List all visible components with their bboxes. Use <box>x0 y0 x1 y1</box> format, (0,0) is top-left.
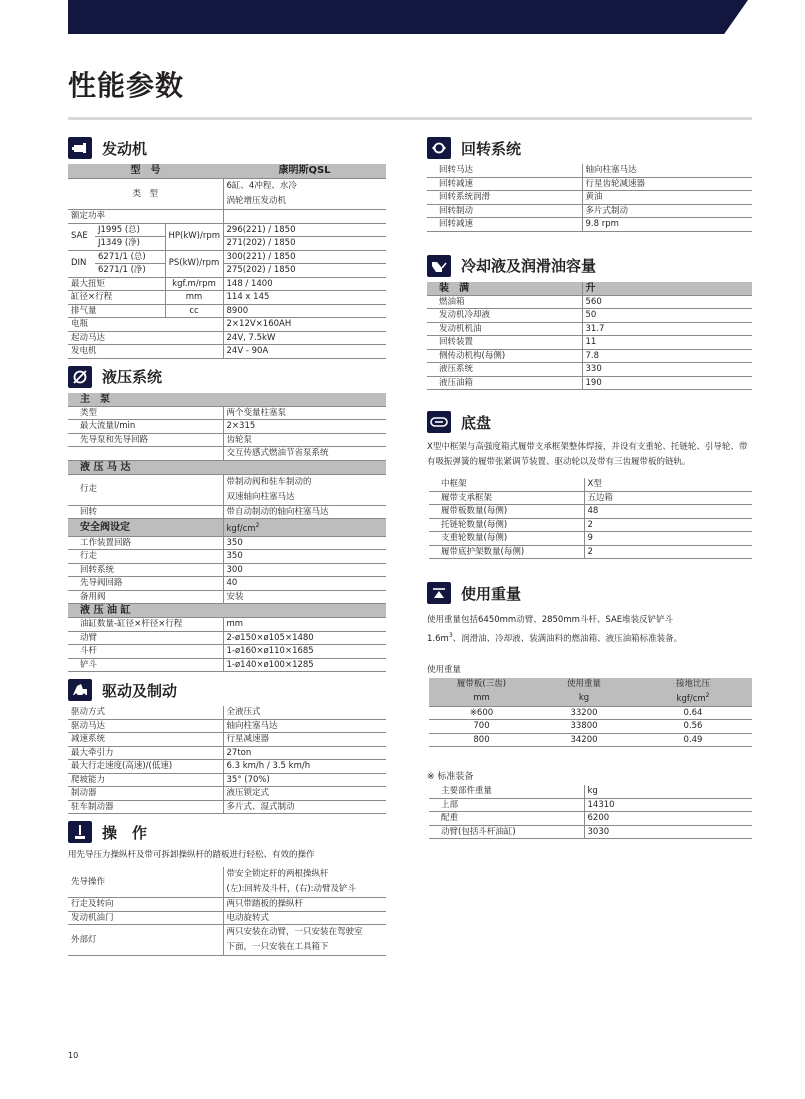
row-label: 燃油箱 <box>427 295 582 309</box>
table-row <box>429 825 752 839</box>
table-row <box>68 536 386 550</box>
desc-text: 、润滑油、冷却液、装满油料的燃油箱、液压油箱标准装备。 <box>452 633 683 644</box>
section-title: 液压系统 <box>102 368 163 386</box>
row-label: 液压油箱 <box>427 376 582 390</box>
weight-table-title: 使用重量 <box>427 664 462 675</box>
header-label: 装 满 <box>427 282 582 296</box>
row-value: 350 <box>223 536 386 550</box>
title-divider <box>68 117 752 120</box>
table-row <box>68 277 386 291</box>
row-value: 2×12V×160AH <box>223 318 386 332</box>
table-header-row <box>429 678 752 691</box>
row-label: 铲斗 <box>68 658 223 672</box>
row-value: 560 <box>582 295 752 309</box>
type-value <box>223 179 386 210</box>
engine-table <box>68 164 386 359</box>
din-label: DIN <box>68 250 95 277</box>
row-label: 行走 <box>68 550 223 564</box>
section-weight-header <box>427 581 752 605</box>
row-label: 回转系统润滑 <box>427 191 582 205</box>
table-header-row <box>68 519 386 537</box>
engine-icon <box>68 137 92 159</box>
table-row <box>429 532 752 546</box>
sae-std-1: J1995 (总) <box>95 223 165 237</box>
row-label: 配重 <box>429 812 584 826</box>
weight-table <box>429 678 752 747</box>
table-row <box>68 800 386 814</box>
cylinder-header: 液 压 油 缸 <box>68 604 386 618</box>
unit-sup: 2 <box>255 522 260 529</box>
table-row <box>427 218 752 232</box>
row-label: 侧传动机构(每侧) <box>427 349 582 363</box>
row-value <box>223 925 386 956</box>
table-row <box>427 191 752 205</box>
col-unit: mm <box>429 690 534 706</box>
row-label: 类型 <box>68 406 223 420</box>
section-title: 发动机 <box>102 139 148 158</box>
col-header: 使用重量 <box>566 678 601 689</box>
col-header: 接地比压 <box>675 678 710 689</box>
type-label: 类 型 <box>68 179 223 210</box>
row-unit: cc <box>165 304 223 318</box>
table-row <box>68 264 386 278</box>
row-label: 驻车制动器 <box>68 800 223 814</box>
value-line: 双速轴向柱塞马达 <box>226 491 295 502</box>
table-row <box>429 706 752 720</box>
row-value: 五边箱 <box>584 491 752 505</box>
row-value: 轴向柱塞马达 <box>582 164 752 177</box>
table-row <box>429 478 752 491</box>
row-label: 电瓶 <box>68 318 223 332</box>
row-label: 外部灯 <box>68 925 223 956</box>
pump-header: 主 泵 <box>68 393 386 407</box>
row-label: 爬坡能力 <box>68 773 223 787</box>
model-value: 康明斯QSL <box>223 164 386 179</box>
operating-weight: 33800 <box>534 720 634 734</box>
row-label: 最大牵引力 <box>68 746 223 760</box>
row-label: 驱动马达 <box>68 719 223 733</box>
hydraulic-table <box>68 393 386 673</box>
table-row <box>427 295 752 309</box>
col-unit <box>634 690 752 706</box>
section-title: 回转系统 <box>461 139 522 158</box>
row-label: 回转系统 <box>68 563 223 577</box>
ground-pressure: 0.64 <box>634 706 752 720</box>
table-row <box>68 706 386 719</box>
row-value: 2 <box>584 545 752 559</box>
table-row <box>68 505 386 519</box>
section-operation-header <box>68 820 386 844</box>
value-line: 下面，一只安装在工具箱下 <box>226 942 329 953</box>
row-value: 7.8 <box>582 349 752 363</box>
table-row <box>68 746 386 760</box>
standard-equipment-title: ※ 标准装备 <box>427 772 474 783</box>
row-value: 6.3 km/h / 3.5 km/h <box>223 760 386 774</box>
shoe-width: 800 <box>429 733 534 747</box>
empty-cell <box>223 210 386 224</box>
row-label: 斗杆 <box>68 645 223 659</box>
value-line: (左):回转及斗杆，(右):动臂及铲斗 <box>226 884 356 895</box>
section-title: 冷却液及润滑油容量 <box>461 257 597 275</box>
drive-table <box>68 706 386 814</box>
left-column <box>68 130 386 956</box>
header-unit: 升 <box>582 282 752 296</box>
col-unit: kg <box>534 690 634 706</box>
table-row <box>68 304 386 318</box>
row-value: 交互传感式燃油节省泵系统 <box>223 447 386 461</box>
row-value: 多片式、湿式制动 <box>223 800 386 814</box>
unit-text: kgf/cm <box>226 523 256 534</box>
row-value: 48 <box>584 505 752 519</box>
din-unit: PS(kW)/rpm <box>165 250 223 277</box>
row-label: 支重轮数量(每侧) <box>429 532 584 546</box>
row-value: 行星减速器 <box>223 733 386 747</box>
table-row <box>68 898 386 912</box>
swing-icon <box>427 137 451 159</box>
row-label: 履带底护架数量(每侧) <box>429 545 584 559</box>
row-value: 全液压式 <box>223 706 386 719</box>
shoe-width: ※600 <box>429 706 534 720</box>
row-label: 缸径×行程 <box>68 291 165 305</box>
section-title: 使用重量 <box>461 584 522 603</box>
row-value: X型 <box>584 478 752 491</box>
table-row <box>427 349 752 363</box>
desc-sup: 3 <box>448 632 453 639</box>
section-title: 底盘 <box>461 413 492 432</box>
unit-sup: 2 <box>705 692 710 700</box>
row-value: 黄油 <box>582 191 752 205</box>
table-row <box>427 322 752 336</box>
table-row <box>427 309 752 323</box>
row-value <box>223 867 386 898</box>
row-label: 油缸数量-缸径×杆径×行程 <box>68 618 223 632</box>
table-row <box>68 474 386 505</box>
table-row <box>68 563 386 577</box>
sae-value-2: 271(202) / 1850 <box>223 237 386 251</box>
row-label: 回转 <box>68 505 223 519</box>
row-label: 发动机油门 <box>68 911 223 925</box>
row-label: 回转马达 <box>427 164 582 177</box>
chassis-table <box>429 478 752 559</box>
table-row <box>68 867 386 898</box>
page-title: 性能参数 <box>68 69 185 102</box>
row-label: 行走 <box>68 474 223 505</box>
din-std-2: 6271/1 (净) <box>95 264 165 278</box>
table-row <box>427 177 752 191</box>
sae-value-1: 296(221) / 1850 <box>223 223 386 237</box>
row-label: 备用阀 <box>68 590 223 604</box>
row-label <box>68 447 223 461</box>
table-row <box>427 164 752 177</box>
table-row <box>429 491 752 505</box>
row-value: 6200 <box>584 812 752 826</box>
table-row <box>429 798 752 812</box>
operation-intro: 用先导压力操纵杆及带可拆卸操纵杆的踏板进行轻松、有效的操作 <box>68 850 315 861</box>
operating-weight: 33200 <box>534 706 634 720</box>
row-value: 电动旋转式 <box>223 911 386 925</box>
table-row <box>68 318 386 332</box>
row-label: 动臂(包括斗杆油缸) <box>429 825 584 839</box>
table-row <box>68 179 386 210</box>
row-value: 2-ø150×ø105×1480 <box>223 631 386 645</box>
row-value: 液压锁定式 <box>223 787 386 801</box>
row-label: 回转减速 <box>427 218 582 232</box>
coolant-table <box>427 282 752 391</box>
row-value: 3030 <box>584 825 752 839</box>
row-value: 50 <box>582 309 752 323</box>
row-value: 行星齿轮减速器 <box>582 177 752 191</box>
ground-pressure: 0.49 <box>634 733 752 747</box>
row-value: 两个变量柱塞泵 <box>223 406 386 420</box>
row-value: 8900 <box>223 304 386 318</box>
table-row <box>68 577 386 591</box>
section-title: 驱动及制动 <box>102 681 178 700</box>
table-row <box>68 787 386 801</box>
din-value-1: 300(221) / 1850 <box>223 250 386 264</box>
section-title: 操 作 <box>102 823 148 842</box>
operation-table <box>68 867 386 956</box>
row-value: 2×315 <box>223 420 386 434</box>
row-label: 先导泵和先导回路 <box>68 433 223 447</box>
section-engine-header <box>68 136 386 160</box>
table-row <box>429 545 752 559</box>
standard-equipment-table <box>429 785 752 839</box>
unit-text: kgf/cm <box>676 694 706 705</box>
row-value: 两只带踏板的操纵杆 <box>223 898 386 912</box>
table-row <box>68 590 386 604</box>
table-row <box>68 433 386 447</box>
row-label: 起动马达 <box>68 331 223 345</box>
row-value: 190 <box>582 376 752 390</box>
drive-icon <box>68 679 92 701</box>
table-row <box>68 925 386 956</box>
shoe-width: 700 <box>429 720 534 734</box>
table-row <box>68 618 386 632</box>
row-value: 31.7 <box>582 322 752 336</box>
rated-power-label: 额定功率 <box>68 210 223 224</box>
table-row <box>68 345 386 359</box>
row-value: 14310 <box>584 798 752 812</box>
section-hydraulic-header <box>68 365 386 389</box>
lever-icon <box>68 821 92 843</box>
table-row <box>429 518 752 532</box>
hydraulic-icon <box>68 366 92 388</box>
row-value: 148 / 1400 <box>223 277 386 291</box>
table-row <box>68 223 386 237</box>
table-row <box>68 760 386 774</box>
row-label: 中框架 <box>429 478 584 491</box>
table-row <box>68 210 386 224</box>
row-value: 多片式制动 <box>582 204 752 218</box>
row-value: 35° (70%) <box>223 773 386 787</box>
relief-unit <box>223 519 386 537</box>
motor-header: 液 压 马 达 <box>68 460 386 474</box>
table-row <box>68 331 386 345</box>
table-row <box>68 733 386 747</box>
row-label: 最大流量l/min <box>68 420 223 434</box>
row-value: 1-ø140×ø100×1285 <box>223 658 386 672</box>
table-row <box>68 291 386 305</box>
table-row <box>68 420 386 434</box>
table-row <box>429 720 752 734</box>
row-value: 2 <box>584 518 752 532</box>
row-value: 齿轮泵 <box>223 433 386 447</box>
chassis-description: X型中框架与高强度箱式履带支承框架整体焊接，并设有支重轮、托链轮、引导轮、带有吸振弹簧的履带张紧调节装置、驱动轮以及带有三齿履带板的链轨。 <box>427 442 748 467</box>
row-unit: kgf.m/rpm <box>165 277 223 291</box>
row-value: 24V, 7.5kW <box>223 331 386 345</box>
desc-line: 使用重量包括6450mm动臂、2850mm斗杆、SAE堆装反铲铲斗 <box>427 615 674 625</box>
row-value: 27ton <box>223 746 386 760</box>
table-row <box>68 237 386 251</box>
sae-unit: HP(kW)/rpm <box>165 223 223 250</box>
table-row <box>68 631 386 645</box>
row-value: 轴向柱塞马达 <box>223 719 386 733</box>
row-label: 主要部件重量 <box>429 785 584 798</box>
weight-icon <box>427 582 451 604</box>
relief-header: 安全阀设定 <box>68 519 223 537</box>
table-row <box>429 505 752 519</box>
table-header-row <box>427 282 752 296</box>
row-label: 减速系统 <box>68 733 223 747</box>
row-value: 1-ø160×ø110×1685 <box>223 645 386 659</box>
desc-line <box>427 628 752 647</box>
row-label: 上部 <box>429 798 584 812</box>
table-row <box>68 447 386 461</box>
weight-description <box>427 613 752 647</box>
table-header-row <box>68 460 386 474</box>
type-value-line: 6缸、4冲程、水冷 <box>226 181 297 191</box>
row-label: 履带支承框架 <box>429 491 584 505</box>
table-row <box>68 911 386 925</box>
oil-can-icon <box>427 255 451 277</box>
row-value: 114 x 145 <box>223 291 386 305</box>
row-label: 回转装置 <box>427 336 582 350</box>
row-label: 行走及转向 <box>68 898 223 912</box>
table-header-row <box>68 604 386 618</box>
row-label: 工作装置回路 <box>68 536 223 550</box>
table-row <box>429 812 752 826</box>
row-label: 驱动方式 <box>68 706 223 719</box>
value-line: 带制动阀和驻车制动的 <box>226 476 312 487</box>
row-label: 先导阀回路 <box>68 577 223 591</box>
table-row <box>68 658 386 672</box>
section-coolant-header <box>427 254 752 278</box>
col-header: 履带板(三齿) <box>456 678 507 689</box>
swing-table <box>427 164 752 232</box>
table-row <box>427 204 752 218</box>
row-label: 发动机冷却液 <box>427 309 582 323</box>
model-label: 型 号 <box>68 164 223 179</box>
row-value: 安装 <box>223 590 386 604</box>
section-chassis-header <box>427 410 752 434</box>
table-row <box>68 550 386 564</box>
row-label: 履带板数量(每侧) <box>429 505 584 519</box>
row-label: 回转制动 <box>427 204 582 218</box>
row-label: 发电机 <box>68 345 223 359</box>
row-label: 动臂 <box>68 631 223 645</box>
row-label: 发动机机油 <box>427 322 582 336</box>
section-drive-header <box>68 678 386 702</box>
section-swing-header <box>427 136 752 160</box>
din-value-2: 275(202) / 1850 <box>223 264 386 278</box>
row-value: 9 <box>584 532 752 546</box>
row-value: 330 <box>582 363 752 377</box>
table-header-row <box>429 690 752 706</box>
table-row <box>68 250 386 264</box>
ground-pressure: 0.56 <box>634 720 752 734</box>
row-label: 最大行走速度(高速)/(低速) <box>68 760 223 774</box>
row-value: 24V - 90A <box>223 345 386 359</box>
track-icon <box>427 411 451 433</box>
row-label: 先导操作 <box>68 867 223 898</box>
row-value: 40 <box>223 577 386 591</box>
row-label: 托链轮数量(每侧) <box>429 518 584 532</box>
din-std-1: 6271/1 (总) <box>95 250 165 264</box>
row-label: 排气量 <box>68 304 165 318</box>
row-value: 350 <box>223 550 386 564</box>
value-line: 两只安装在动臂，一只安装在驾驶室 <box>226 927 363 938</box>
type-value-line: 涡轮增压发动机 <box>226 196 287 206</box>
table-row <box>429 733 752 747</box>
table-row <box>427 363 752 377</box>
row-label: 液压系统 <box>427 363 582 377</box>
table-header-row <box>68 164 386 179</box>
row-value: kg <box>584 785 752 798</box>
desc-text: 1.6m <box>427 633 449 644</box>
row-label: 最大扭矩 <box>68 277 165 291</box>
row-label: 制动器 <box>68 787 223 801</box>
top-banner <box>68 0 748 34</box>
row-label: 回转减速 <box>427 177 582 191</box>
right-column <box>427 130 752 839</box>
table-row <box>68 406 386 420</box>
sae-std-2: J1349 (净) <box>95 237 165 251</box>
table-row <box>427 376 752 390</box>
row-value: 11 <box>582 336 752 350</box>
page-number: 10 <box>68 1051 79 1060</box>
table-row <box>427 336 752 350</box>
operating-weight: 34200 <box>534 733 634 747</box>
value-line: 带安全锁定杆的两根操纵杆 <box>226 869 329 880</box>
row-unit: mm <box>165 291 223 305</box>
table-row <box>68 773 386 787</box>
row-value: 300 <box>223 563 386 577</box>
row-value: mm <box>223 618 386 632</box>
table-row <box>429 785 752 798</box>
table-header-row <box>68 393 386 407</box>
sae-label: SAE <box>68 223 95 250</box>
row-value <box>223 474 386 505</box>
table-row <box>68 645 386 659</box>
table-row <box>68 719 386 733</box>
row-value: 9.8 rpm <box>582 218 752 232</box>
row-value: 带自动制动的轴向柱塞马达 <box>223 505 386 519</box>
